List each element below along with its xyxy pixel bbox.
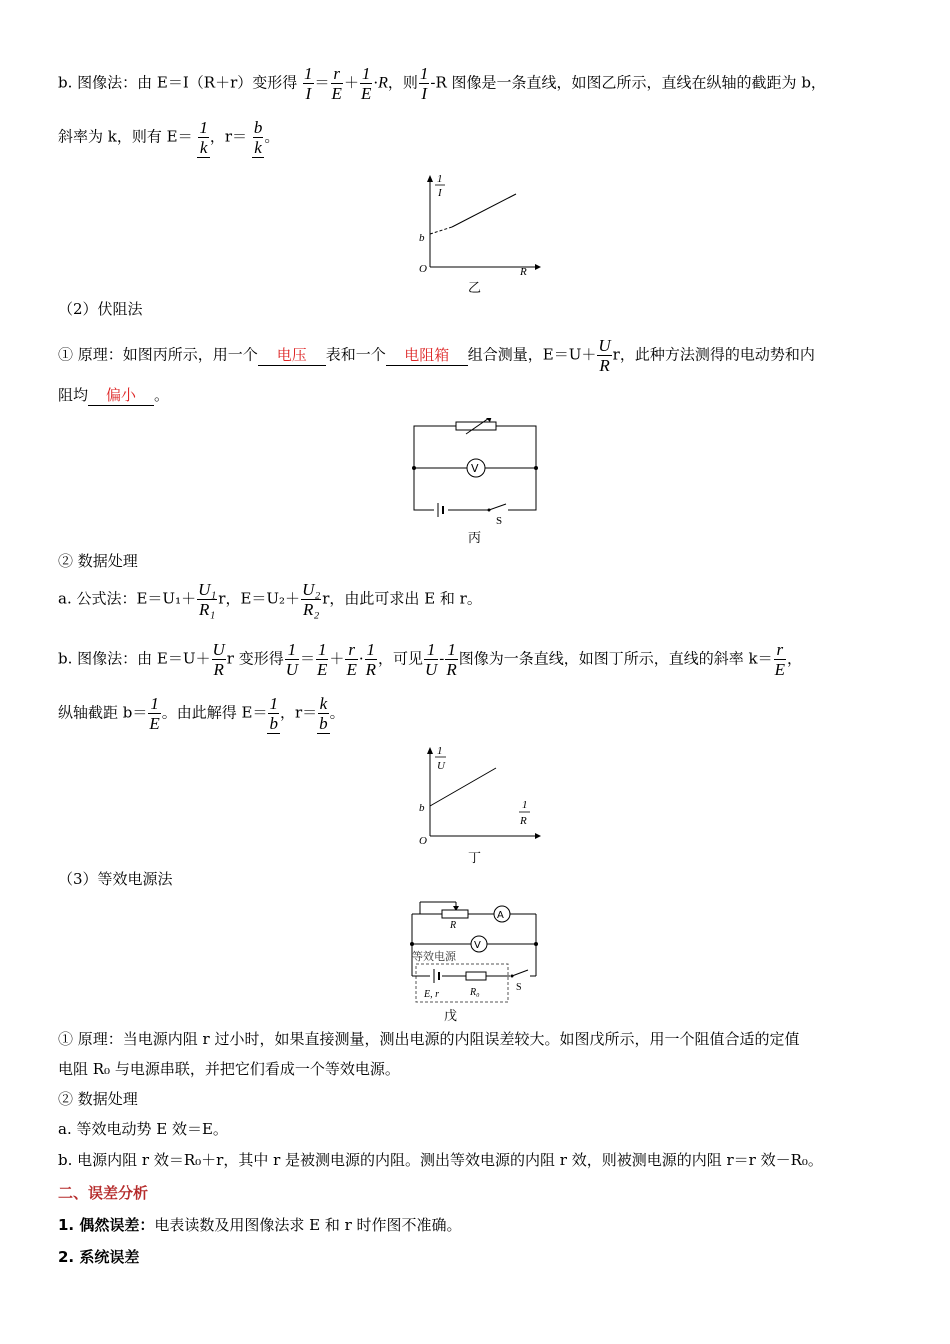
fraction: $\frac{1}{U}$	[285, 640, 299, 679]
extrapolated-line	[430, 227, 452, 234]
paragraph-graph-method-2-line2	[58, 694, 345, 734]
fraction	[597, 336, 611, 375]
y-arrow	[427, 175, 433, 182]
text: 电表读数及用图像法求 E 和 r 时作图不准确。	[154, 1216, 462, 1234]
text: b. 图像法：由 E＝U＋	[58, 649, 211, 668]
text: r 变形得	[226, 649, 284, 668]
graph-ding	[410, 744, 550, 868]
text: b. 图像法：由 E＝I（R＋r）变形得	[58, 73, 298, 92]
text: r，此种方法测得的电动势和内	[612, 345, 815, 364]
fraction: $\frac{U}{R}$	[212, 640, 225, 679]
numerator: 1	[361, 64, 371, 83]
x-label: R	[520, 266, 527, 278]
paragraph-b-graph-method: b. 图像法：由 E＝I（R＋r）变形得 $\frac{1}{I}$ ＝ $\frac{r}{E}$ ＋ $\frac{1}{E}$ ·R，则 $\frac{1}{I}$ -R 图像是一条直线，如图乙所示，直线在纵轴的截距为 b，	[58, 64, 826, 103]
intercept-label: b	[419, 802, 425, 814]
data-line	[430, 768, 496, 806]
rheostat	[442, 910, 468, 918]
origin-label: O	[419, 835, 427, 847]
paragraph-random-error	[58, 1214, 462, 1235]
text: 纵轴截距 b＝	[58, 703, 148, 722]
resistance-box	[456, 422, 496, 430]
answer-voltmeter: 电压	[258, 344, 326, 366]
x-label-bottom: R	[520, 815, 527, 827]
voltmeter-label: V	[471, 462, 479, 475]
origin-label: O	[419, 263, 427, 275]
paragraph-equivalent-resistance: b. 电源内阻 r 效＝R₀＋r，其中 r 是被测电源的内阻。测出等效电源的内阻 r 效，则被测电源的内阻 r＝r 效－R₀。	[58, 1151, 823, 1169]
text: 表和一个	[325, 345, 386, 364]
numerator: 1	[304, 64, 313, 83]
paragraph-equivalent-emf: a. 等效电动势 E 效＝E。	[58, 1120, 228, 1138]
data-processing-title: ② 数据处理	[58, 552, 138, 570]
text: 图像为一条直线，如图丁所示，直线的斜率 k＝	[458, 649, 773, 668]
text: ，则	[387, 73, 418, 92]
data-processing-title-3: ② 数据处理	[58, 1090, 138, 1108]
circuit-wu	[406, 894, 551, 1024]
numerator: 1	[419, 64, 429, 83]
figure-caption: 戊	[444, 1009, 458, 1024]
paragraph-principle-line2	[58, 384, 169, 406]
text: r，E＝U₂＋	[218, 589, 301, 608]
numerator: b	[253, 118, 263, 137]
fraction: $\frac{1}{E}$	[317, 640, 328, 679]
intercept-label: b	[419, 232, 425, 244]
paragraph-equivalent-principle-line2: 电阻 R₀ 与电源串联，并把它们看成一个等效电源。	[58, 1060, 400, 1078]
numerator: 1	[199, 118, 208, 137]
fraction: $\frac{1}{E}$	[149, 694, 160, 733]
resistor-r0	[466, 972, 486, 980]
answer-smaller: 偏小	[88, 384, 154, 406]
paragraph-graph-method-2	[58, 640, 802, 679]
text: ＋	[329, 649, 345, 668]
y-label-bottom: U	[437, 760, 445, 772]
text: -	[439, 649, 445, 668]
denominator: R₁	[199, 600, 216, 619]
fraction	[303, 64, 314, 103]
text: 。	[154, 386, 170, 404]
denominator: I	[305, 84, 312, 103]
figure-caption: 丁	[468, 851, 482, 866]
text: ，	[787, 649, 803, 668]
numerator: U₁	[198, 580, 217, 599]
answer-blank	[252, 118, 265, 158]
source-label: E, r	[424, 989, 439, 1000]
ammeter-label: A	[497, 910, 504, 921]
fraction: $\frac{r}{E}$	[774, 640, 786, 679]
figure-caption: 乙	[468, 281, 482, 296]
y-label-top: 1	[437, 745, 443, 757]
paragraph-b-graph-method-line2	[58, 118, 279, 158]
data-line	[452, 194, 516, 227]
fraction	[360, 64, 372, 103]
text: 组合测量，E＝U＋	[467, 345, 597, 364]
denominator: R₂	[303, 600, 320, 619]
text: ·	[358, 649, 364, 668]
denominator: k	[254, 138, 262, 157]
paragraph-principle	[58, 336, 815, 375]
denominator: I	[421, 84, 427, 103]
section-title-error-analysis: 二、误差分析	[58, 1184, 149, 1202]
text: ＝	[300, 649, 316, 668]
paragraph-formula-method	[58, 580, 482, 619]
denominator: E	[360, 84, 372, 103]
text: ，r＝	[209, 127, 248, 146]
fraction	[331, 64, 343, 103]
text: ，可见	[378, 649, 424, 668]
answer-blank: $\frac{k}{b}$	[319, 694, 328, 733]
section-title-voltage-resistance: （2）伏阻法	[58, 300, 143, 318]
text: 。	[264, 127, 280, 146]
text: -R 图像是一条直线，如图乙所示，直线在纵轴的截距为 b，	[430, 73, 826, 92]
y-label-bottom: I	[438, 187, 442, 199]
voltmeter-label: V	[474, 940, 481, 951]
paragraph-equivalent-principle: ① 原理：当电源内阻 r 过小时，如果直接测量，测出电源的内阻误差较大。如图戊所示，用一个阻值合适的定值	[58, 1030, 800, 1048]
text: ，r＝	[279, 703, 318, 722]
switch-label: S	[516, 982, 522, 993]
denominator: R	[599, 356, 610, 375]
answer-blank: $\frac{1}{b}$	[269, 694, 278, 733]
numerator: U₂	[302, 580, 321, 599]
rheostat-label: R	[450, 920, 457, 931]
r0-label: R₀	[470, 987, 480, 998]
fraction: $\frac{r}{E}$	[346, 640, 357, 679]
fraction	[301, 580, 321, 619]
denominator: k	[199, 138, 208, 157]
section-title-equivalent-source: （3）等效电源法	[58, 870, 173, 888]
text: 阻均	[58, 386, 89, 404]
text: 。	[329, 703, 345, 722]
system-error-title: 2. 系统误差	[58, 1248, 140, 1266]
circuit-bing	[408, 418, 543, 546]
numerator: U	[598, 336, 611, 355]
answer-blank	[197, 118, 210, 158]
text: ① 原理：如图丙所示，用一个	[58, 345, 258, 364]
fraction: $\frac{1}{U}$	[425, 640, 438, 679]
fraction	[197, 580, 217, 619]
x-arrow	[535, 264, 541, 270]
denominator: E	[331, 84, 342, 103]
switch-label: S	[496, 515, 503, 527]
text: r，由此可求出 E 和 r。	[322, 589, 482, 608]
fraction	[419, 64, 430, 103]
fraction: $\frac{1}{R}$	[446, 640, 457, 679]
label: 1. 偶然误差：	[58, 1216, 155, 1234]
text: 。由此解得 E＝	[161, 703, 268, 722]
numerator: r	[331, 64, 343, 84]
text: a. 公式法：E＝U₁＋	[58, 589, 197, 608]
text: 斜率为 k，则有 E＝	[58, 127, 193, 146]
graph-yi	[410, 172, 550, 297]
fraction: $\frac{1}{R}$	[365, 640, 376, 679]
y-label-top: 1	[437, 173, 443, 185]
figure-caption: 丙	[468, 531, 482, 546]
answer-resistance-box: 电阻箱	[386, 344, 468, 366]
equivalent-source-label: 等效电源	[412, 950, 456, 963]
x-label-top: 1	[522, 799, 528, 811]
